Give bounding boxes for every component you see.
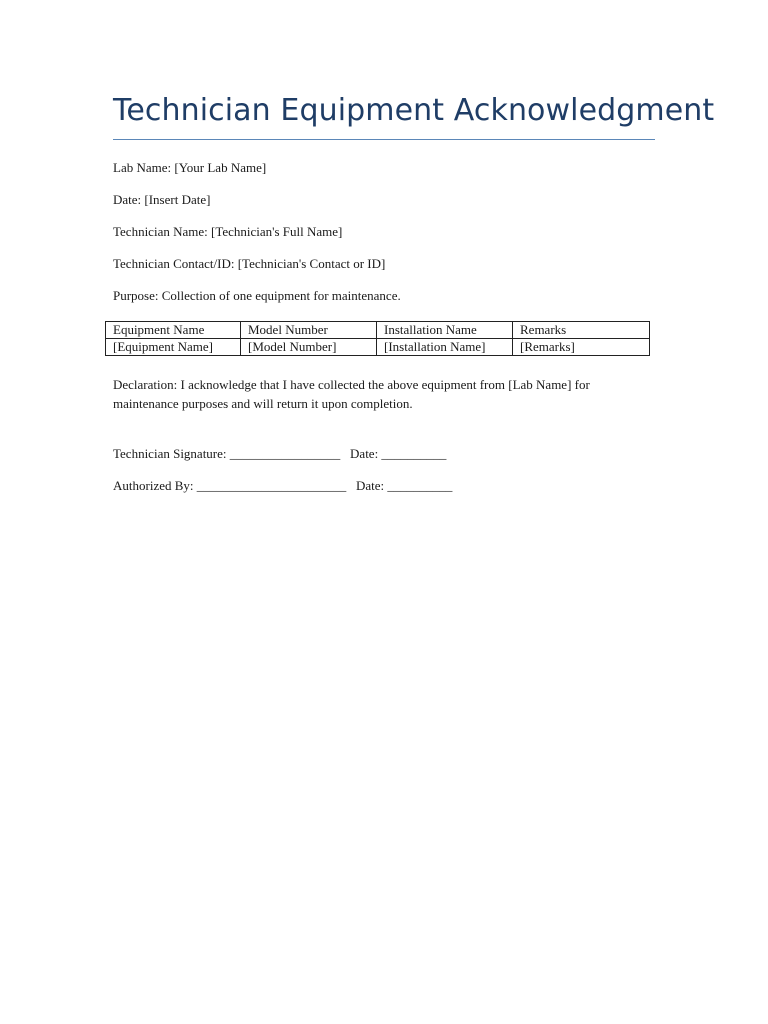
title-underline [113, 139, 655, 140]
header-equipment-name: Equipment Name [106, 322, 241, 339]
cell-model-number: [Model Number] [241, 339, 377, 356]
declaration-paragraph: Declaration: I acknowledge that I have collected the above equipment from [Lab Name] for maintenance purposes and will return it upon completion. [113, 377, 590, 411]
technician-name-field: Technician Name: [Technician's Full Name] [113, 224, 343, 239]
technician-contact-field: Technician Contact/ID: [Technician's Contact or ID] [113, 256, 386, 271]
authorized-by-line [113, 478, 452, 494]
header-model-number: Model Number [241, 322, 377, 339]
table-row [106, 339, 650, 356]
cell-installation-name: [Installation Name] [377, 339, 513, 356]
document-title: Technician Equipment Acknowledgment [113, 93, 715, 128]
technician-signature-label: Technician Signature: _________________ [113, 446, 341, 461]
header-installation-name: Installation Name [377, 322, 513, 339]
cell-remarks: [Remarks] [513, 339, 650, 356]
authorized-by-label: Authorized By: _______________________ [113, 478, 347, 493]
lab-name-field: Lab Name: [Your Lab Name] [113, 160, 267, 175]
header-remarks: Remarks [513, 322, 650, 339]
purpose-field: Purpose: Collection of one equipment for maintenance. [113, 288, 401, 303]
authorized-date-label: Date: __________ [356, 478, 453, 493]
date-field: Date: [Insert Date] [113, 192, 211, 207]
technician-date-label: Date: __________ [350, 446, 447, 461]
cell-equipment-name: [Equipment Name] [106, 339, 241, 356]
equipment-table [105, 321, 650, 356]
table-header-row [106, 322, 650, 339]
technician-signature-line [113, 446, 446, 462]
